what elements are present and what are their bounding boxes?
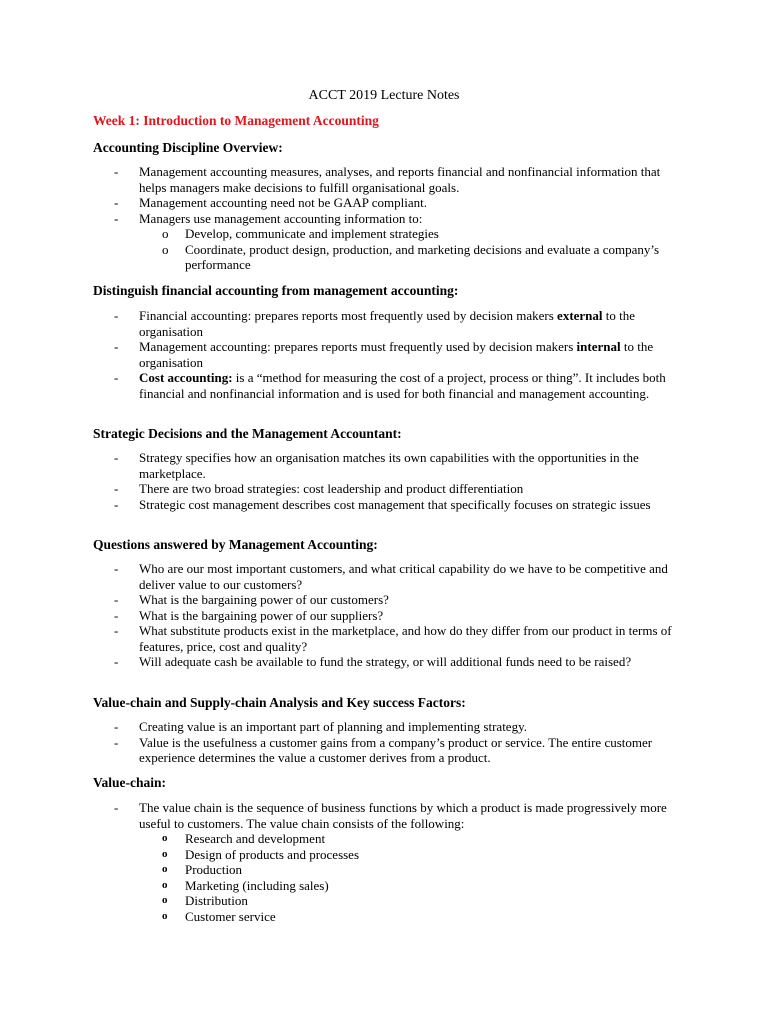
sub-list-item: o Production	[162, 862, 243, 877]
list-item: - Value is the usefulness a customer gains from a company’s product or service. The entire customer experience determines the value a customer derives from a product.	[114, 734, 653, 765]
section-heading-strategic: Strategic Decisions and the Management Accountant:	[93, 426, 402, 441]
section-heading-overview: Accounting Discipline Overview:	[93, 140, 283, 155]
week-heading: Week 1: Introduction to Management Accounting	[93, 113, 379, 128]
list-item: - Managers use management accounting information to:	[114, 210, 423, 226]
sub-list-item: o Customer service	[162, 908, 276, 924]
sub-list-item: o Research and development	[162, 831, 326, 846]
questions-list	[93, 561, 683, 670]
strategic-list	[93, 450, 683, 512]
list-item: - Will adequate cash be available to fund the strategy, or will additional funds need to be raised?	[114, 654, 632, 669]
list-item: - What is the bargaining power of our suppliers?	[114, 607, 384, 623]
list-item: - There are two broad strategies: cost leadership and product differentiation	[114, 481, 524, 496]
sub-list-item: o Design of products and processes	[162, 846, 360, 862]
list-item: - Management accounting measures, analyses, and reports financial and nonfinancial information that helps managers make decisions to fulfill organisational goals.	[114, 164, 661, 195]
value-supply-list	[93, 719, 683, 766]
list-item: - What is the bargaining power of our customers?	[114, 592, 389, 607]
list-item: - Financial accounting: prepares reports most frequently used by decision makers external to the organisation	[114, 308, 636, 339]
list-item: - Cost accounting: is a “method for measuring the cost of a project, process or thing”. It includes both financial and nonfinancial information and is used for both financial and management accounting.	[114, 370, 666, 401]
list-item: - The value chain is the sequence of business functions by which a product is made progressively more useful to customers. The value chain consists of the following:	[114, 800, 667, 831]
section-heading-value-chain: Value-chain:	[93, 775, 167, 790]
document-title: ACCT 2019 Lecture Notes	[308, 88, 460, 103]
list-item: - Management accounting need not be GAAP compliant.	[114, 195, 427, 210]
value-chain-list	[93, 800, 683, 924]
list-item: - Strategy specifies how an organisation matches its own capabilities with the opportunities in the marketplace.	[114, 450, 639, 481]
sub-list-item: o Distribution	[162, 893, 248, 908]
list-item: - Management accounting: prepares reports must frequently used by decision makers internal to the organisation	[114, 339, 654, 370]
section-heading-value-supply: Value-chain and Supply-chain Analysis and Key success Factors:	[93, 695, 466, 710]
list-item: - Who are our most important customers, and what critical capability do we have to be competitive and deliver value to our customers?	[114, 561, 668, 592]
sub-list-item: o Marketing (including sales)	[162, 877, 329, 893]
section-heading-distinguish: Distinguish financial accounting from management accounting:	[93, 283, 459, 298]
overview-list	[93, 164, 683, 273]
list-item: - What substitute products exist in the marketplace, and how do they differ from our product in terms of features, price, cost and quality?	[114, 623, 672, 654]
list-item: - Strategic cost management describes cost management that specifically focuses on strategic issues	[114, 496, 651, 512]
section-heading-questions: Questions answered by Management Accounting:	[93, 537, 378, 552]
list-item: - Creating value is an important part of planning and implementing strategy.	[114, 719, 527, 734]
sub-list-item: o Coordinate, product design, production, and marketing decisions and evaluate a company’s performance	[162, 241, 660, 272]
distinguish-list	[93, 308, 683, 401]
sub-list-item: o Develop, communicate and implement strategies	[162, 226, 439, 241]
